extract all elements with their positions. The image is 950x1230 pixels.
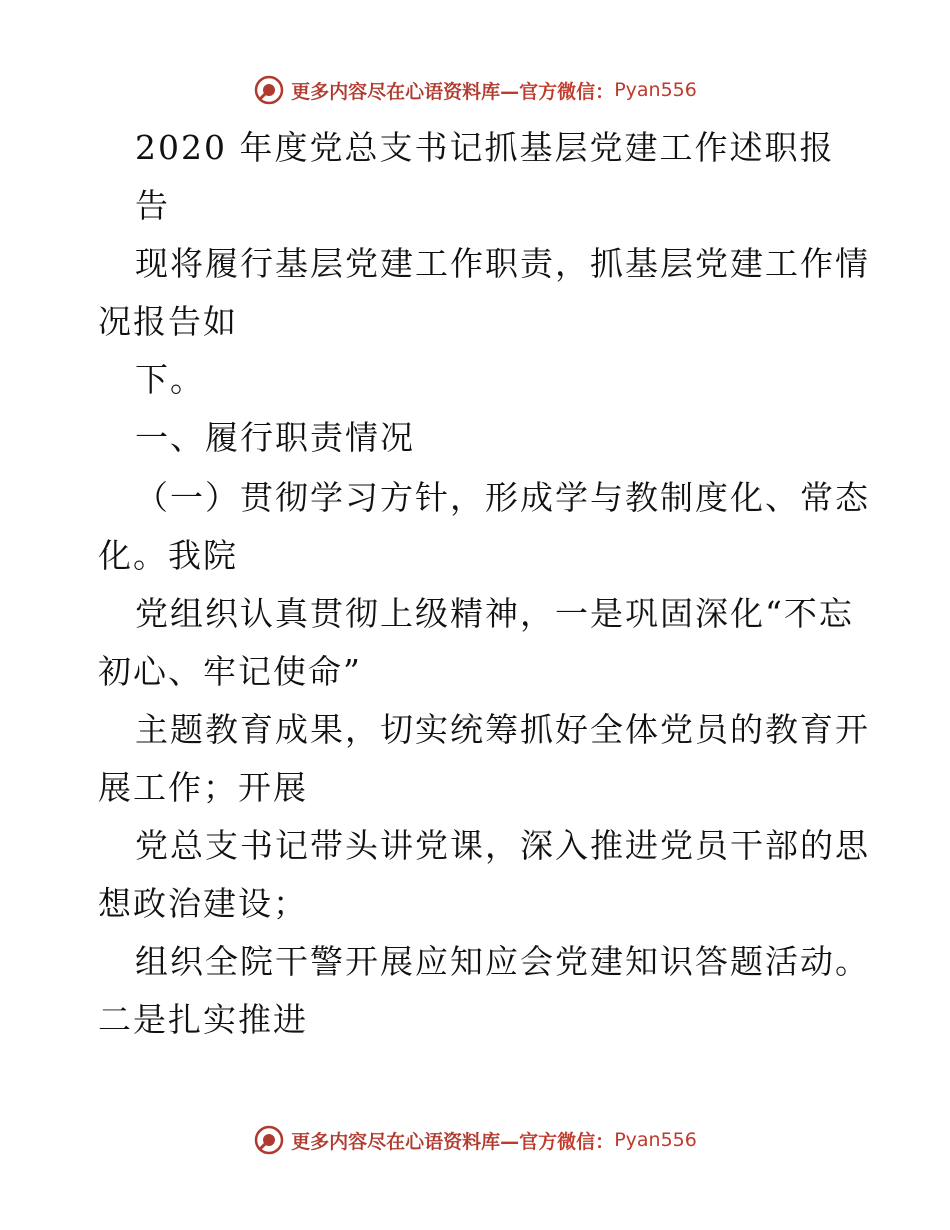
paragraph-line: 想政治建设； [98, 884, 308, 923]
paragraph-line: 展工作；开展 [98, 768, 308, 807]
paragraph-line: 党组织认真贯彻上级精神，一是巩固深化“不忘 [135, 594, 854, 633]
watermark-banner-bottom [0, 1124, 950, 1156]
banner-text-id: Pyan556 [614, 79, 697, 101]
paragraph-line: 现将履行基层党建工作职责，抓基层党建工作情 [135, 244, 870, 283]
paragraph-line: 下。 [135, 360, 205, 399]
banner-text-main: 更多内容尽在心语资料库 [291, 1130, 501, 1153]
paragraph-line: 况报告如 [98, 302, 238, 341]
banner-text-id: Pyan556 [614, 1129, 697, 1151]
title-line-2: 告 [135, 186, 170, 225]
paragraph-line: 党总支书记带头讲党课，深入推进党员干部的思 [135, 826, 870, 865]
title-line-1: 2020 年度党总支书记抓基层党建工作述职报 [135, 128, 835, 167]
logo-icon [253, 74, 285, 106]
banner-text-wechat: —官方微信： [500, 80, 615, 103]
paragraph-line: 主题教育成果，切实统筹抓好全体党员的教育开 [135, 710, 870, 749]
banner-text-wechat: —官方微信： [500, 1130, 615, 1153]
logo-icon [253, 1124, 285, 1156]
paragraph-line: 组织全院干警开展应知应会党建知识答题活动。 [135, 942, 870, 981]
paragraph-line: 化。我院 [98, 536, 238, 575]
subsection-heading: （一）贯彻学习方针，形成学与教制度化、常态 [135, 478, 870, 517]
paragraph-line: 二是扎实推进 [98, 1000, 308, 1039]
section-heading: 一、履行职责情况 [135, 418, 415, 457]
banner-text-main: 更多内容尽在心语资料库 [291, 80, 501, 103]
watermark-banner-top [0, 74, 950, 106]
paragraph-line: 初心、牢记使命” [98, 652, 362, 691]
